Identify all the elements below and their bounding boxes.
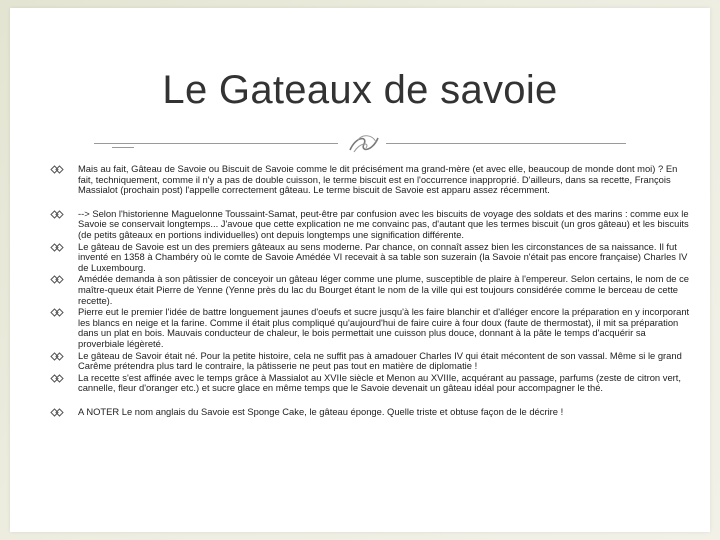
bullet-list [50,164,690,417]
diamond-bullet-icon [50,374,64,383]
flourish-ornament-icon [346,132,382,156]
list-item [50,242,690,274]
bullet-text: Le gâteau de Savoir était né. Pour la petite histoire, cela ne suffit pas à amadouer Charles IV qui était mécontent de son vassal. Même si le grand Carême prétendra plus tard le contraire, la pâtisserie ne peut pas tout en matière de diplomatie ! [78,349,682,372]
slide-title: Le Gateaux de savoie [162,68,558,112]
diamond-bullet-icon [50,243,64,252]
diamond-bullet-icon [50,408,64,417]
bullet-text: --> Selon l'historienne Maguelonne Toussaint-Samat, peut-être par confusion avec les biscuits de voyage des soldats et des marins : comme eux le Savoie se conservait longtemps... J'avoue que cette explication ne me convainc pas, d'autant que les termes biscuit (un gros gâteau) et les biscuits (de petits gâteaux en portions individuelles) ont depuis longtemps une signification différente. [78,207,689,240]
list-item [50,307,690,349]
bullet-text: Mais au fait, Gâteau de Savoie ou Biscuit de Savoie comme le dit précisément ma grand-mère (et avec elle, beaucoup de monde dont moi) ? En fait, techniquement, comme il n'y a pas de double cuisson, le terme biscuit est en l'occurrence inapproprié. D'ailleurs, dans sa recette, François Massialot (prochain post) l'appelle correctement gâteau. Le terme biscuit de Savoie est apparu assez récemment. [78,163,678,196]
title-rule-right [386,143,626,144]
bullet-text: Pierre eut le premier l'idée de battre longuement jaunes d'oeufs et sucre jusqu'à les faire blanchir et d'alléger encore la préparation en y incorporant les blancs en neige et la farine. Comme il était plus compliqué qu'aujourd'hui de faire cuire à four doux (faute de thermostat), il mit sa préparation dans un plat en bois. Mauvais conducteur de chaleur, le bois permettait une cuisson plus douce, donnant à la pâte le temps d'acquérir sa proverbiale légèreté. [78,306,690,349]
diamond-bullet-icon [50,308,64,317]
diamond-bullet-icon [50,165,64,174]
diamond-bullet-icon [50,275,64,284]
bullet-text: Amédée demanda à son pâtissier de conceyoir un gâteau léger comme une plume, susceptible de plaire à l'empereur. Selon certains, le nom de ce maître-queux était Pierre de Yenne (Yenne près du lac du Bourget étant le nom de la ville qui est toujours considérée comme le berceau de cette recette). [78,273,689,306]
bullet-text: La recette s'est affinée avec le temps grâce à Massialot au XVIIe siècle et Menon au XVIIIe, acquérant au passage, parfums (zeste de citron vert, cannelle, fleur d'oranger etc.) et sucre glace en même temps que le Savoie devenait un gâteau idéal pour accompagner le thé. [78,371,681,394]
list-item [50,209,690,241]
title-rule-left [94,143,338,144]
title-rule-accent [112,147,134,148]
bullet-text: A NOTER Le nom anglais du Savoie est Sponge Cake, le gâteau éponge. Quelle triste et obtuse façon de le décrire ! [78,405,564,417]
list-item [50,407,690,418]
list-item [50,164,690,196]
diamond-bullet-icon [50,352,64,361]
diamond-bullet-icon [50,210,64,219]
bullet-text: Le gâteau de Savoie est un des premiers gâteaux au sens moderne. Par chance, on connaît assez bien les circonstances de sa naissance. Il fut inventé en 1358 à Chambéry où le comte de Savoie Amédée VI recevait à sa table son suzerain (la Savoie n'était pas encore française) Charles IV de Luxembourg. [78,240,688,273]
list-item [50,274,690,306]
list-item [50,373,690,394]
list-item [50,351,690,372]
